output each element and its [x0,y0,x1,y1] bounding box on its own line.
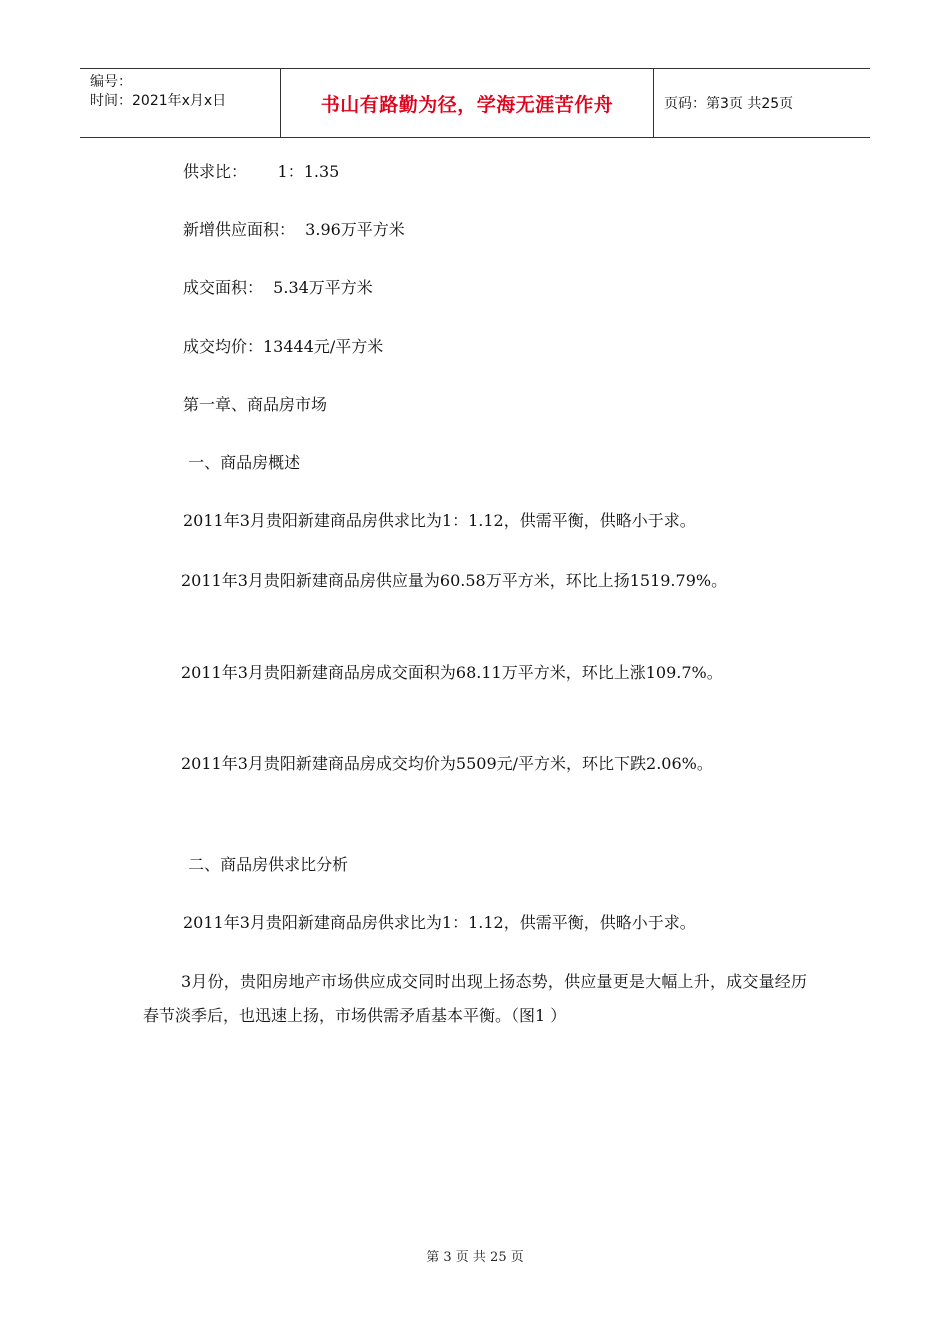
transaction-area: 成交面积： 5.34万平方米 [183,278,373,297]
price-paragraph: 2011年3月贵阳新建商品房成交均价为5509元/平方米，环比下跌2.06%。 [181,754,713,773]
transaction-paragraph: 2011年3月贵阳新建商品房成交面积为68.11万平方米，环比上涨109.7%。 [181,663,723,682]
section-heading-1: 一、商品房概述 [183,453,301,472]
supply-demand-ratio: 供求比： 1：1.35 [183,162,340,181]
section-heading-2: 二、商品房供求比分析 [183,855,349,874]
motto: 书山有路勤为径，学海无涯苦作舟 [281,69,654,137]
page-footer: 第 3 页 共 25 页 [426,1250,524,1265]
chapter-heading: 第一章、商品房市场 [183,395,328,414]
number-label: 编号： [90,74,132,90]
market-paragraph: 3月份，贵阳房地产市场供应成交同时出现上扬态势，供应量更是大幅上升，成交量经历春节淡季后，也迅速上扬，市场供需矛盾基本平衡。（图1 ） [143,972,807,1025]
header-left-cell [80,69,281,137]
header-table [80,68,870,138]
ratio-statement-2: 2011年3月贵阳新建商品房供求比为1：1.12，供需平衡，供略小于求。 [183,913,696,932]
supply-paragraph: 2011年3月贵阳新建商品房供应量为60.58万平方米，环比上扬1519.79%。 [181,571,728,590]
ratio-statement-1: 2011年3月贵阳新建商品房供求比为1：1.12，供需平衡，供略小于求。 [183,511,696,530]
date-label: 时间：2021年x月x日 [90,93,227,109]
new-supply-area: 新增供应面积： 3.96万平方米 [183,220,405,239]
average-price: 成交均价：13444元/平方米 [183,337,384,356]
page-info: 页码：第3页 共25页 [664,96,794,112]
